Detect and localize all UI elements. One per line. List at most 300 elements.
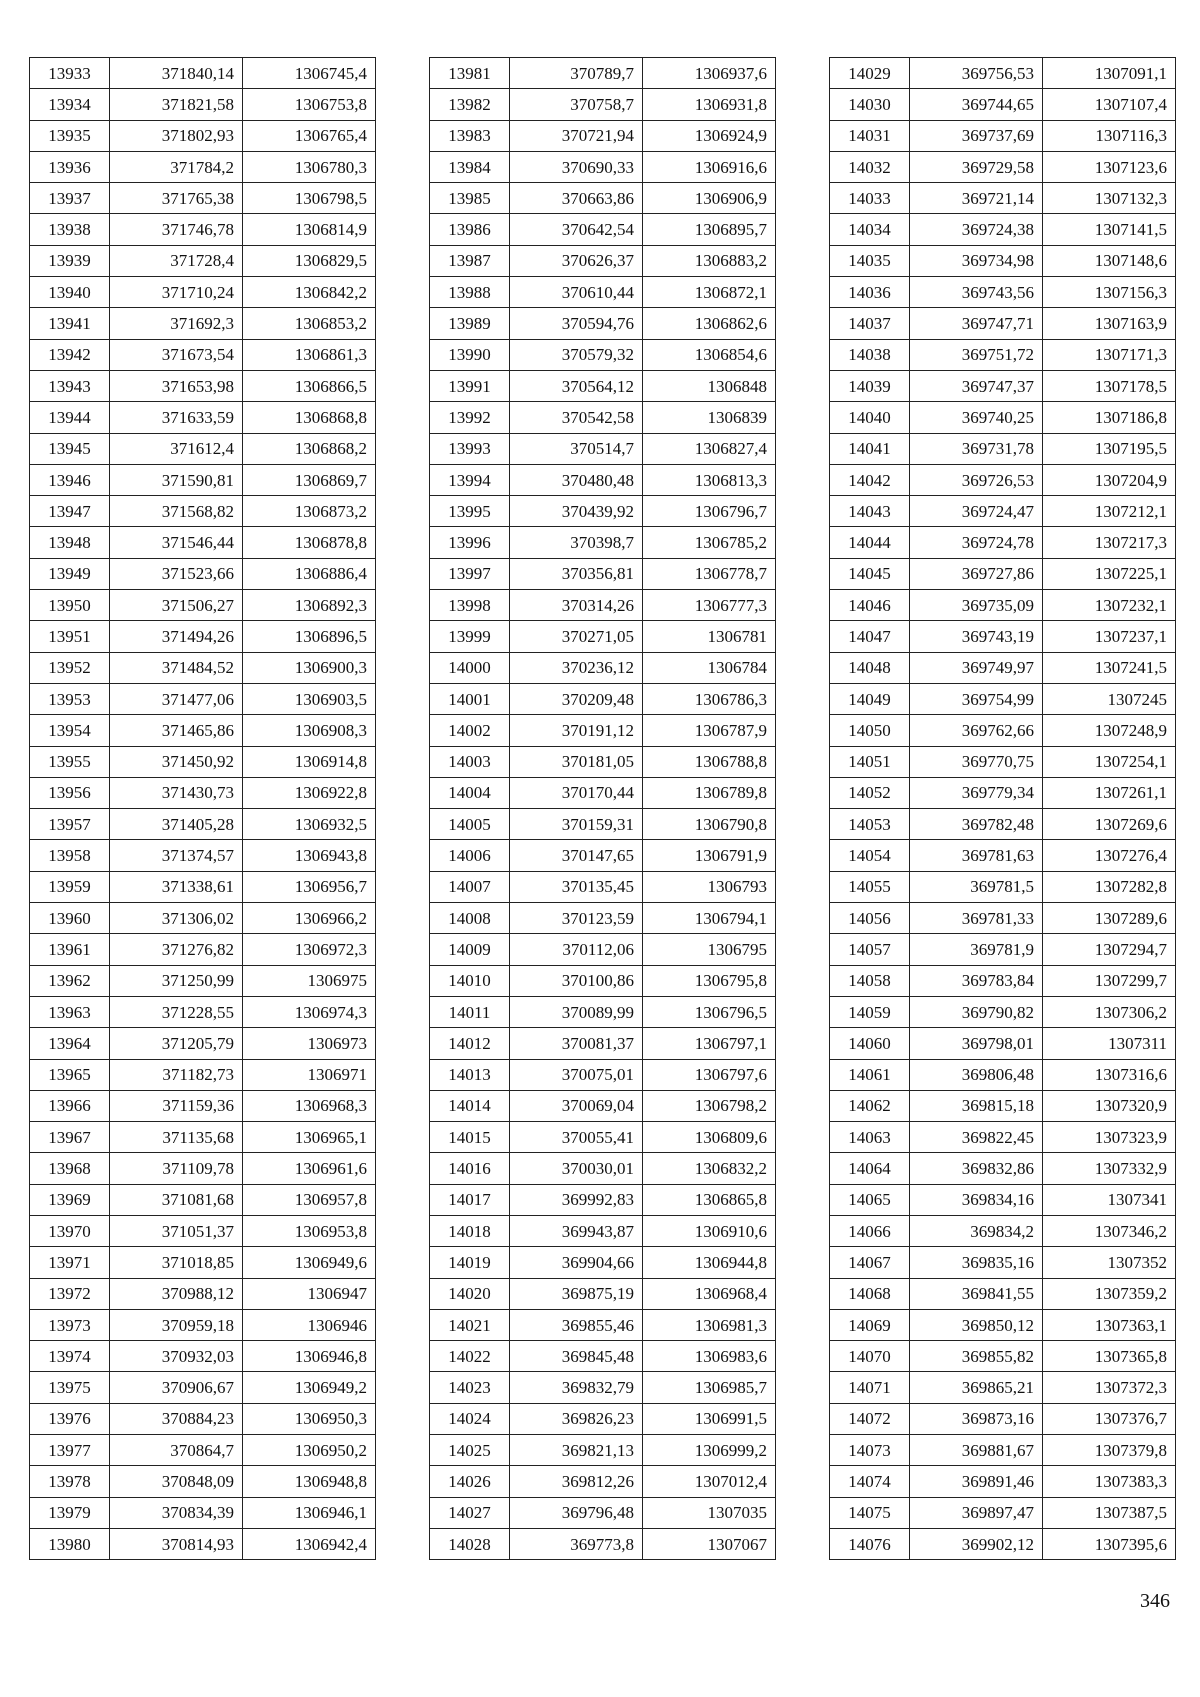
point-number-cell: 14015: [430, 1122, 510, 1153]
x-coordinate-cell: 369724,47: [910, 496, 1043, 527]
point-number-cell: 14062: [830, 1090, 910, 1121]
table-row: [30, 1372, 376, 1403]
x-coordinate-cell: 370690,33: [510, 151, 643, 182]
point-number-cell: 13950: [30, 590, 110, 621]
table-row: [30, 1341, 376, 1372]
x-coordinate-cell: 369724,38: [910, 214, 1043, 245]
table-row: [430, 214, 776, 245]
table-row: [430, 1466, 776, 1497]
table-row: [30, 433, 376, 464]
point-number-cell: 14061: [830, 1059, 910, 1090]
point-number-cell: 14010: [430, 965, 510, 996]
y-coordinate-cell: 1307289,6: [1043, 903, 1176, 934]
x-coordinate-cell: 369806,48: [910, 1059, 1043, 1090]
table-row: [430, 840, 776, 871]
x-coordinate-cell: 371653,98: [110, 370, 243, 401]
y-coordinate-cell: 1306778,7: [643, 558, 776, 589]
x-coordinate-cell: 370579,32: [510, 339, 643, 370]
table-row: [30, 58, 376, 89]
x-coordinate-cell: 370642,54: [510, 214, 643, 245]
point-number-cell: 13998: [430, 590, 510, 621]
point-number-cell: 13935: [30, 120, 110, 151]
x-coordinate-cell: 371276,82: [110, 934, 243, 965]
table-row: [430, 120, 776, 151]
table-row: [30, 1528, 376, 1559]
table-row: [30, 464, 376, 495]
y-coordinate-cell: 1306862,6: [643, 308, 776, 339]
x-coordinate-cell: 371338,61: [110, 871, 243, 902]
table-row: [430, 1247, 776, 1278]
point-number-cell: 13956: [30, 777, 110, 808]
table-row: [830, 527, 1176, 558]
table-row: [430, 183, 776, 214]
point-number-cell: 13945: [30, 433, 110, 464]
point-number-cell: 14030: [830, 89, 910, 120]
y-coordinate-cell: 1306953,8: [243, 1215, 376, 1246]
x-coordinate-cell: 371633,59: [110, 402, 243, 433]
point-number-cell: 14017: [430, 1184, 510, 1215]
x-coordinate-cell: 369865,21: [910, 1372, 1043, 1403]
y-coordinate-cell: 1306866,5: [243, 370, 376, 401]
point-number-cell: 13982: [430, 89, 510, 120]
x-coordinate-cell: 370864,7: [110, 1435, 243, 1466]
y-coordinate-cell: 1306974,3: [243, 996, 376, 1027]
table-row: [830, 433, 1176, 464]
y-coordinate-cell: 1306947: [243, 1278, 376, 1309]
point-number-cell: 14067: [830, 1247, 910, 1278]
y-coordinate-cell: 1306985,7: [643, 1372, 776, 1403]
y-coordinate-cell: 1307332,9: [1043, 1153, 1176, 1184]
y-coordinate-cell: 1307316,6: [1043, 1059, 1176, 1090]
table-row: [30, 1435, 376, 1466]
table-row: [830, 245, 1176, 276]
table-row: [30, 1309, 376, 1340]
point-number-cell: 13952: [30, 652, 110, 683]
point-number-cell: 13962: [30, 965, 110, 996]
point-number-cell: 14055: [830, 871, 910, 902]
table-row: [30, 840, 376, 871]
point-number-cell: 13947: [30, 496, 110, 527]
y-coordinate-cell: 1306946,1: [243, 1497, 376, 1528]
x-coordinate-cell: 370030,01: [510, 1153, 643, 1184]
point-number-cell: 13969: [30, 1184, 110, 1215]
point-number-cell: 13939: [30, 245, 110, 276]
x-coordinate-cell: 370147,65: [510, 840, 643, 871]
y-coordinate-cell: 1306956,7: [243, 871, 376, 902]
y-coordinate-cell: 1306798,5: [243, 183, 376, 214]
x-coordinate-cell: 370959,18: [110, 1309, 243, 1340]
x-coordinate-cell: 371465,86: [110, 715, 243, 746]
point-number-cell: 14058: [830, 965, 910, 996]
table-row: [430, 151, 776, 182]
table-row: [30, 1247, 376, 1278]
table-row: [830, 996, 1176, 1027]
page-number: 346: [1140, 1590, 1170, 1612]
y-coordinate-cell: 1306753,8: [243, 89, 376, 120]
x-coordinate-cell: 369897,47: [910, 1497, 1043, 1528]
y-coordinate-cell: 1306813,3: [643, 464, 776, 495]
point-number-cell: 14072: [830, 1403, 910, 1434]
y-coordinate-cell: 1307178,5: [1043, 370, 1176, 401]
y-coordinate-cell: 1306944,8: [643, 1247, 776, 1278]
point-number-cell: 13981: [430, 58, 510, 89]
y-coordinate-cell: 1306999,2: [643, 1435, 776, 1466]
y-coordinate-cell: 1307195,5: [1043, 433, 1176, 464]
point-number-cell: 13971: [30, 1247, 110, 1278]
y-coordinate-cell: 1307294,7: [1043, 934, 1176, 965]
point-number-cell: 14046: [830, 590, 910, 621]
table-row: [830, 1403, 1176, 1434]
point-number-cell: 14041: [830, 433, 910, 464]
point-number-cell: 13974: [30, 1341, 110, 1372]
table-row: [30, 183, 376, 214]
y-coordinate-cell: 1306883,2: [643, 245, 776, 276]
table-row: [30, 1403, 376, 1434]
x-coordinate-cell: 370314,26: [510, 590, 643, 621]
x-coordinate-cell: 370988,12: [110, 1278, 243, 1309]
x-coordinate-cell: 369850,12: [910, 1309, 1043, 1340]
y-coordinate-cell: 1306842,2: [243, 277, 376, 308]
x-coordinate-cell: 371612,4: [110, 433, 243, 464]
point-number-cell: 13993: [430, 433, 510, 464]
x-coordinate-cell: 370081,37: [510, 1028, 643, 1059]
point-number-cell: 13986: [430, 214, 510, 245]
point-number-cell: 13941: [30, 308, 110, 339]
table-row: [30, 903, 376, 934]
x-coordinate-cell: 369735,09: [910, 590, 1043, 621]
y-coordinate-cell: 1306793: [643, 871, 776, 902]
point-number-cell: 13989: [430, 308, 510, 339]
point-number-cell: 14013: [430, 1059, 510, 1090]
x-coordinate-cell: 371109,78: [110, 1153, 243, 1184]
y-coordinate-cell: 1307245: [1043, 683, 1176, 714]
point-number-cell: 13990: [430, 339, 510, 370]
table-row: [30, 715, 376, 746]
point-number-cell: 13983: [430, 120, 510, 151]
x-coordinate-cell: 370191,12: [510, 715, 643, 746]
y-coordinate-cell: 1306794,1: [643, 903, 776, 934]
table-row: [830, 621, 1176, 652]
table-row: [30, 527, 376, 558]
point-number-cell: 14034: [830, 214, 910, 245]
x-coordinate-cell: 369749,97: [910, 652, 1043, 683]
y-coordinate-cell: 1306829,5: [243, 245, 376, 276]
table-row: [430, 277, 776, 308]
table-row: [30, 558, 376, 589]
x-coordinate-cell: 369744,65: [910, 89, 1043, 120]
table-row: [30, 277, 376, 308]
point-number-cell: 14009: [430, 934, 510, 965]
point-number-cell: 13964: [30, 1028, 110, 1059]
x-coordinate-cell: 369855,82: [910, 1341, 1043, 1372]
x-coordinate-cell: 370848,09: [110, 1466, 243, 1497]
point-number-cell: 14043: [830, 496, 910, 527]
point-number-cell: 13957: [30, 809, 110, 840]
table-row: [30, 1497, 376, 1528]
x-coordinate-cell: 371494,26: [110, 621, 243, 652]
x-coordinate-cell: 369826,23: [510, 1403, 643, 1434]
table-row: [830, 151, 1176, 182]
point-number-cell: 13973: [30, 1309, 110, 1340]
y-coordinate-cell: 1306892,3: [243, 590, 376, 621]
table-row: [430, 339, 776, 370]
table-row: [830, 840, 1176, 871]
y-coordinate-cell: 1306790,8: [643, 809, 776, 840]
x-coordinate-cell: 370055,41: [510, 1122, 643, 1153]
y-coordinate-cell: 1306814,9: [243, 214, 376, 245]
x-coordinate-cell: 370594,76: [510, 308, 643, 339]
table-row: [430, 558, 776, 589]
x-coordinate-cell: 371018,85: [110, 1247, 243, 1278]
table-row: [30, 1153, 376, 1184]
point-number-cell: 13975: [30, 1372, 110, 1403]
x-coordinate-cell: 370159,31: [510, 809, 643, 840]
x-coordinate-cell: 369832,79: [510, 1372, 643, 1403]
table-row: [430, 777, 776, 808]
point-number-cell: 14057: [830, 934, 910, 965]
x-coordinate-cell: 370721,94: [510, 120, 643, 151]
y-coordinate-cell: 1307282,8: [1043, 871, 1176, 902]
point-number-cell: 14054: [830, 840, 910, 871]
point-number-cell: 13943: [30, 370, 110, 401]
x-coordinate-cell: 371784,2: [110, 151, 243, 182]
point-number-cell: 14074: [830, 1466, 910, 1497]
y-coordinate-cell: 1306853,2: [243, 308, 376, 339]
table-row: [830, 214, 1176, 245]
point-number-cell: 14018: [430, 1215, 510, 1246]
point-number-cell: 14007: [430, 871, 510, 902]
point-number-cell: 14056: [830, 903, 910, 934]
y-coordinate-cell: 1306942,4: [243, 1528, 376, 1559]
x-coordinate-cell: 371692,3: [110, 308, 243, 339]
y-coordinate-cell: 1306868,8: [243, 402, 376, 433]
table-row: [30, 809, 376, 840]
point-number-cell: 13976: [30, 1403, 110, 1434]
table-row: [430, 1184, 776, 1215]
point-number-cell: 14071: [830, 1372, 910, 1403]
y-coordinate-cell: 1307276,4: [1043, 840, 1176, 871]
table-row: [30, 590, 376, 621]
y-coordinate-cell: 1306784: [643, 652, 776, 683]
y-coordinate-cell: 1306916,6: [643, 151, 776, 182]
table-row: [830, 277, 1176, 308]
y-coordinate-cell: 1306900,3: [243, 652, 376, 683]
point-number-cell: 14048: [830, 652, 910, 683]
table-row: [830, 903, 1176, 934]
x-coordinate-cell: 370789,7: [510, 58, 643, 89]
point-number-cell: 13978: [30, 1466, 110, 1497]
y-coordinate-cell: 1306932,5: [243, 809, 376, 840]
y-coordinate-cell: 1306786,3: [643, 683, 776, 714]
point-number-cell: 14047: [830, 621, 910, 652]
table-row: [30, 621, 376, 652]
table-row: [430, 934, 776, 965]
y-coordinate-cell: 1306991,5: [643, 1403, 776, 1434]
x-coordinate-cell: 371306,02: [110, 903, 243, 934]
table-row: [430, 903, 776, 934]
y-coordinate-cell: 1306854,6: [643, 339, 776, 370]
point-number-cell: 14053: [830, 809, 910, 840]
x-coordinate-cell: 371081,68: [110, 1184, 243, 1215]
table-row: [30, 934, 376, 965]
x-coordinate-cell: 369737,69: [910, 120, 1043, 151]
y-coordinate-cell: 1306950,2: [243, 1435, 376, 1466]
y-coordinate-cell: 1307365,8: [1043, 1341, 1176, 1372]
table-row: [30, 1215, 376, 1246]
table-row: [30, 1184, 376, 1215]
coordinate-table-3: [829, 57, 1176, 1560]
y-coordinate-cell: 1306869,7: [243, 464, 376, 495]
point-number-cell: 13987: [430, 245, 510, 276]
point-number-cell: 14076: [830, 1528, 910, 1559]
point-number-cell: 13958: [30, 840, 110, 871]
point-number-cell: 13960: [30, 903, 110, 934]
point-number-cell: 13942: [30, 339, 110, 370]
coordinate-table-2: [429, 57, 776, 1560]
table-row: [30, 496, 376, 527]
x-coordinate-cell: 370100,86: [510, 965, 643, 996]
y-coordinate-cell: 1307186,8: [1043, 402, 1176, 433]
point-number-cell: 14016: [430, 1153, 510, 1184]
y-coordinate-cell: 1306795: [643, 934, 776, 965]
x-coordinate-cell: 371821,58: [110, 89, 243, 120]
y-coordinate-cell: 1306827,4: [643, 433, 776, 464]
point-number-cell: 14011: [430, 996, 510, 1027]
point-number-cell: 13984: [430, 151, 510, 182]
y-coordinate-cell: 1307346,2: [1043, 1215, 1176, 1246]
point-number-cell: 14069: [830, 1309, 910, 1340]
x-coordinate-cell: 369783,84: [910, 965, 1043, 996]
point-number-cell: 14070: [830, 1341, 910, 1372]
y-coordinate-cell: 1307248,9: [1043, 715, 1176, 746]
x-coordinate-cell: 369904,66: [510, 1247, 643, 1278]
y-coordinate-cell: 1307261,1: [1043, 777, 1176, 808]
y-coordinate-cell: 1306946,8: [243, 1341, 376, 1372]
y-coordinate-cell: 1306961,6: [243, 1153, 376, 1184]
point-number-cell: 13994: [430, 464, 510, 495]
table-row: [30, 965, 376, 996]
x-coordinate-cell: 369902,12: [910, 1528, 1043, 1559]
point-number-cell: 14051: [830, 746, 910, 777]
table-row: [430, 996, 776, 1027]
table-row: [830, 965, 1176, 996]
table-row: [30, 996, 376, 1027]
y-coordinate-cell: 1306796,5: [643, 996, 776, 1027]
table-row: [830, 464, 1176, 495]
point-number-cell: 13988: [430, 277, 510, 308]
point-number-cell: 14033: [830, 183, 910, 214]
table-row: [830, 1278, 1176, 1309]
x-coordinate-cell: 369779,34: [910, 777, 1043, 808]
x-coordinate-cell: 371506,27: [110, 590, 243, 621]
table-row: [830, 683, 1176, 714]
x-coordinate-cell: 370932,03: [110, 1341, 243, 1372]
point-number-cell: 13980: [30, 1528, 110, 1559]
y-coordinate-cell: 1306781: [643, 621, 776, 652]
x-coordinate-cell: 370112,06: [510, 934, 643, 965]
x-coordinate-cell: 371250,99: [110, 965, 243, 996]
y-coordinate-cell: 1306787,9: [643, 715, 776, 746]
x-coordinate-cell: 369796,48: [510, 1497, 643, 1528]
point-number-cell: 14026: [430, 1466, 510, 1497]
y-coordinate-cell: 1307311: [1043, 1028, 1176, 1059]
table-row: [430, 1215, 776, 1246]
x-coordinate-cell: 369835,16: [910, 1247, 1043, 1278]
y-coordinate-cell: 1306780,3: [243, 151, 376, 182]
x-coordinate-cell: 370271,05: [510, 621, 643, 652]
y-coordinate-cell: 1306848: [643, 370, 776, 401]
y-coordinate-cell: 1307269,6: [1043, 809, 1176, 840]
y-coordinate-cell: 1306973: [243, 1028, 376, 1059]
point-number-cell: 13979: [30, 1497, 110, 1528]
point-number-cell: 14059: [830, 996, 910, 1027]
table-row: [30, 370, 376, 401]
y-coordinate-cell: 1306839: [643, 402, 776, 433]
point-number-cell: 13985: [430, 183, 510, 214]
x-coordinate-cell: 369834,16: [910, 1184, 1043, 1215]
table-row: [430, 1497, 776, 1528]
x-coordinate-cell: 370480,48: [510, 464, 643, 495]
y-coordinate-cell: 1306791,9: [643, 840, 776, 871]
y-coordinate-cell: 1306931,8: [643, 89, 776, 120]
y-coordinate-cell: 1307254,1: [1043, 746, 1176, 777]
table-row: [830, 715, 1176, 746]
x-coordinate-cell: 370884,23: [110, 1403, 243, 1434]
y-coordinate-cell: 1306946: [243, 1309, 376, 1340]
y-coordinate-cell: 1307156,3: [1043, 277, 1176, 308]
y-coordinate-cell: 1307352: [1043, 1247, 1176, 1278]
x-coordinate-cell: 370181,05: [510, 746, 643, 777]
x-coordinate-cell: 369845,48: [510, 1341, 643, 1372]
point-number-cell: 14022: [430, 1341, 510, 1372]
x-coordinate-cell: 371673,54: [110, 339, 243, 370]
table-row: [430, 1528, 776, 1559]
y-coordinate-cell: 1307379,8: [1043, 1435, 1176, 1466]
table-row: [830, 120, 1176, 151]
x-coordinate-cell: 369798,01: [910, 1028, 1043, 1059]
y-coordinate-cell: 1306924,9: [643, 120, 776, 151]
point-number-cell: 14023: [430, 1372, 510, 1403]
x-coordinate-cell: 370356,81: [510, 558, 643, 589]
point-number-cell: 14005: [430, 809, 510, 840]
table-row: [430, 715, 776, 746]
table-row: [830, 1497, 1176, 1528]
point-number-cell: 13995: [430, 496, 510, 527]
table-row: [830, 402, 1176, 433]
table-row: [430, 746, 776, 777]
point-number-cell: 14019: [430, 1247, 510, 1278]
y-coordinate-cell: 1306950,3: [243, 1403, 376, 1434]
table-row: [430, 1028, 776, 1059]
coordinate-table-1: [29, 57, 376, 1560]
point-number-cell: 13933: [30, 58, 110, 89]
y-coordinate-cell: 1307320,9: [1043, 1090, 1176, 1121]
table-row: [30, 1278, 376, 1309]
y-coordinate-cell: 1307387,5: [1043, 1497, 1176, 1528]
x-coordinate-cell: 371159,36: [110, 1090, 243, 1121]
x-coordinate-cell: 369781,63: [910, 840, 1043, 871]
y-coordinate-cell: 1306796,7: [643, 496, 776, 527]
y-coordinate-cell: 1306785,2: [643, 527, 776, 558]
y-coordinate-cell: 1306906,9: [643, 183, 776, 214]
x-coordinate-cell: 369740,25: [910, 402, 1043, 433]
point-number-cell: 14001: [430, 683, 510, 714]
table-row: [430, 1435, 776, 1466]
y-coordinate-cell: 1307091,1: [1043, 58, 1176, 89]
x-coordinate-cell: 370834,39: [110, 1497, 243, 1528]
y-coordinate-cell: 1307383,3: [1043, 1466, 1176, 1497]
x-coordinate-cell: 371523,66: [110, 558, 243, 589]
